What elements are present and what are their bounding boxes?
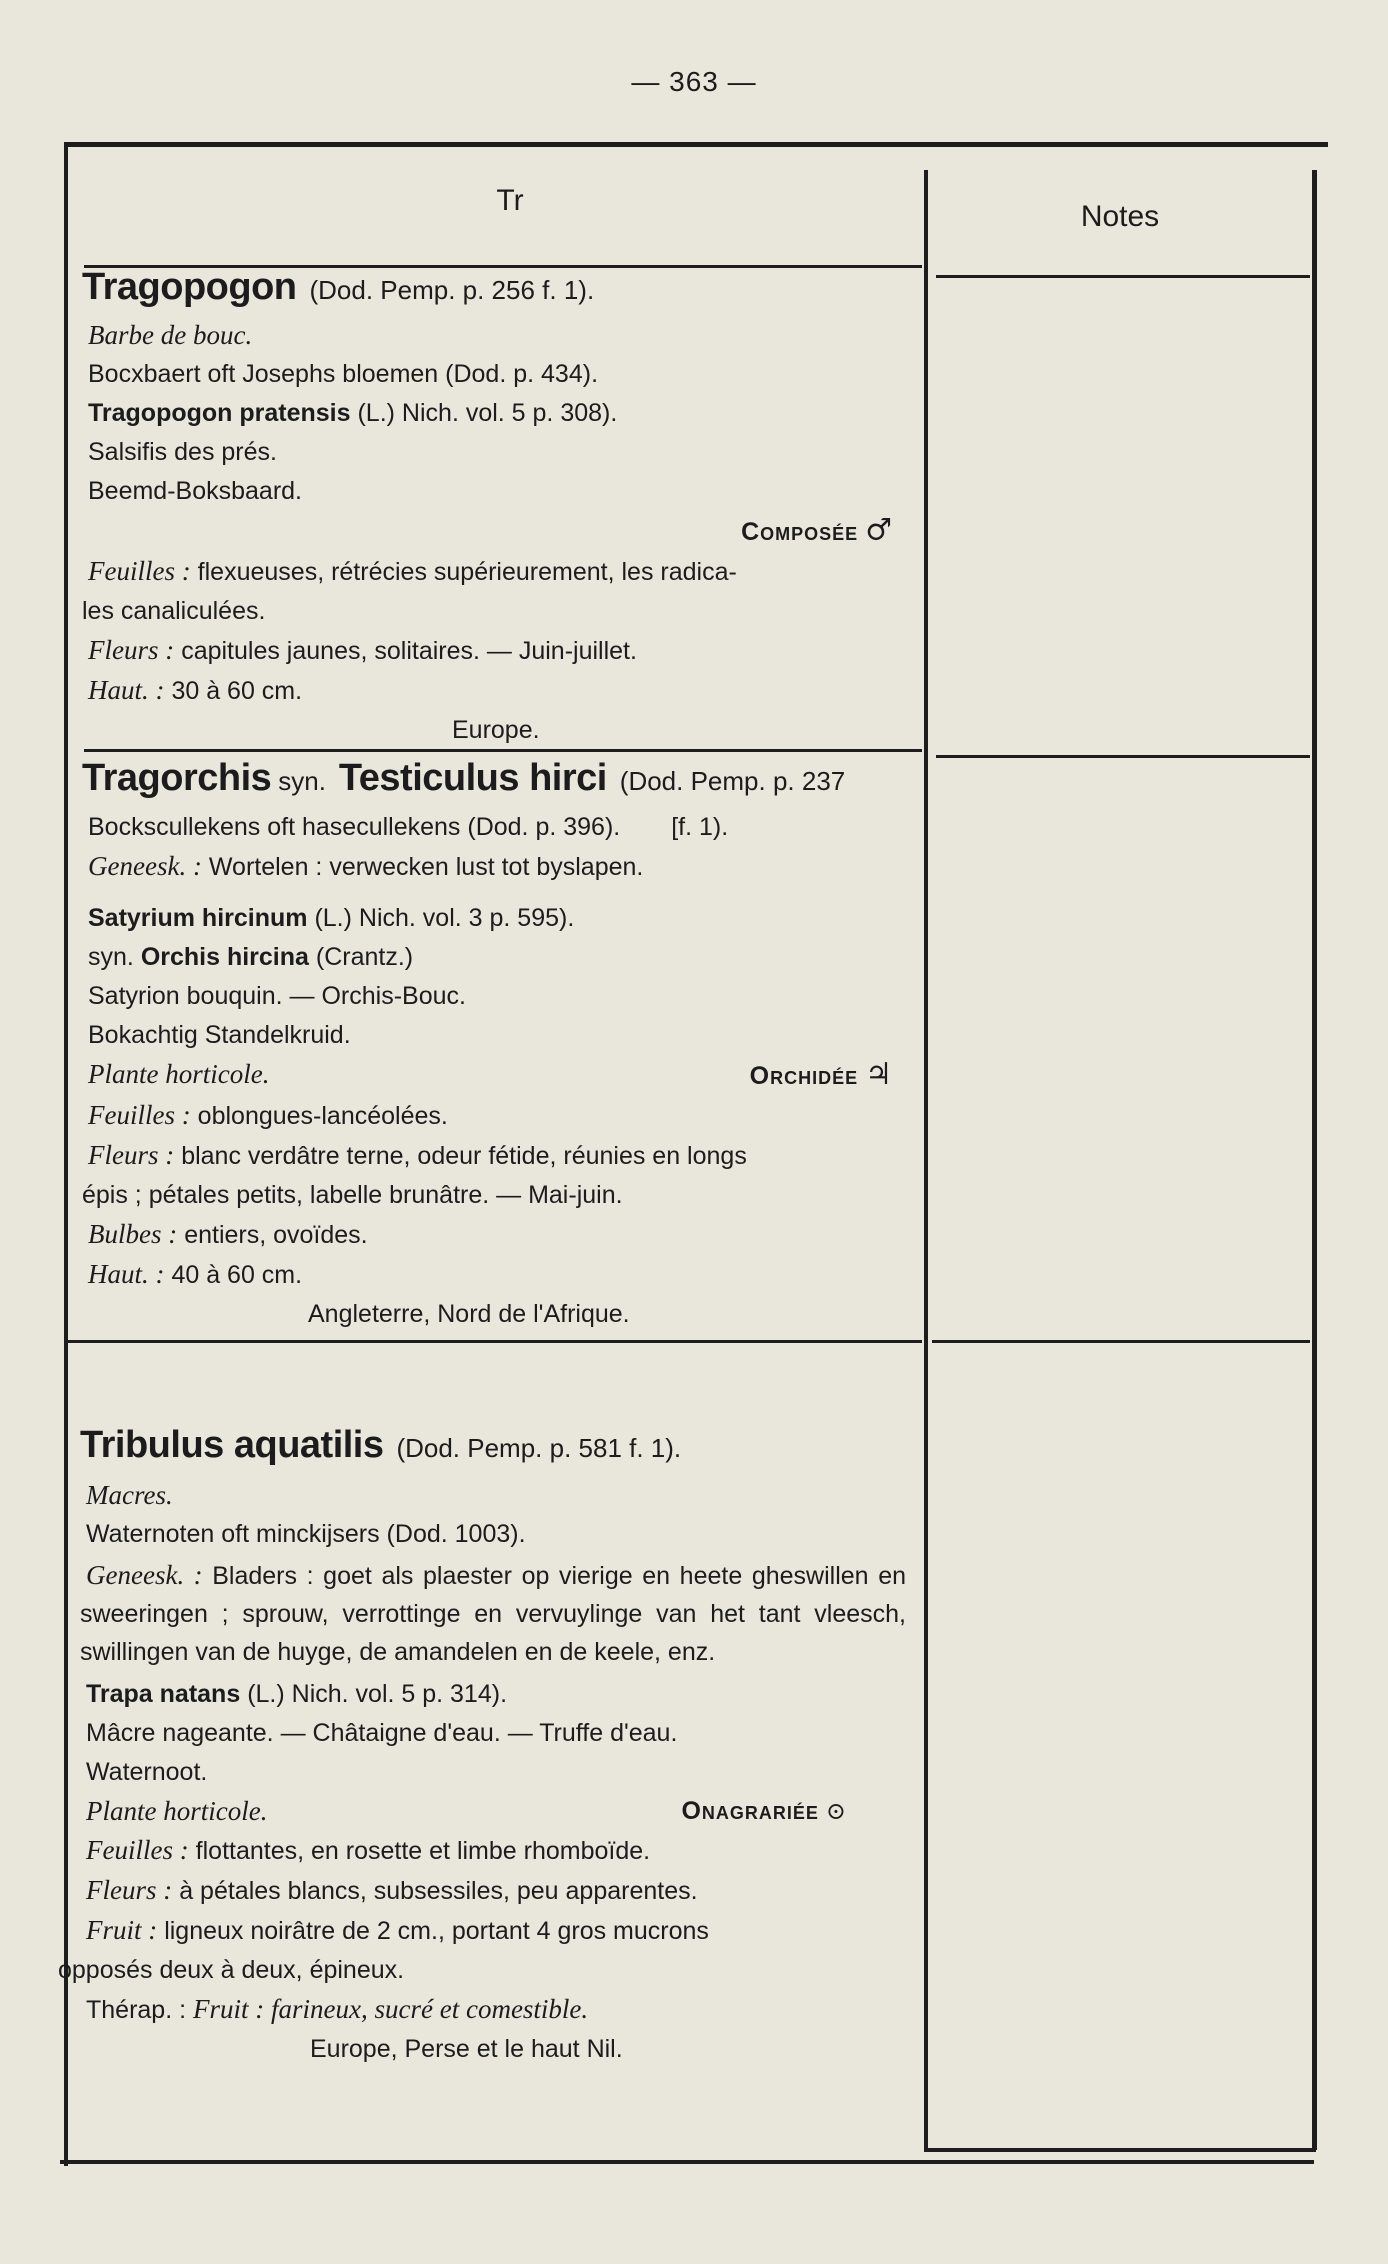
synonym-label: syn.: [278, 766, 326, 796]
scientific-reference: (L.) Nich. vol. 5 p. 308).: [357, 399, 618, 427]
leaves-text: oblongues-lancéolées.: [197, 1102, 448, 1130]
flowers-label: Fleurs :: [88, 635, 175, 665]
flemish-name: Bocxbaert oft Josephs bloemen (Dod. p. 434).: [88, 360, 599, 388]
family-name: Onagrariée: [681, 1797, 819, 1825]
scientific-reference: (L.) Nich. vol. 5 p. 314).: [247, 1680, 508, 1708]
right-border: [1312, 170, 1317, 2150]
leaves-text: flexueuses, rétrécies supérieurement, les radica-: [197, 558, 737, 586]
medicinal-label: Geneesk. :: [88, 851, 202, 881]
medicinal-text: Wortelen : verwecken lust tot byslapen.: [208, 853, 644, 881]
therapeutic-text: Fruit : farineux, sucré et comestible.: [193, 1994, 589, 2024]
height-text: 40 à 60 cm.: [171, 1261, 303, 1289]
dutch-name: Beemd-Boksbaard.: [88, 477, 303, 505]
leaves-label: Feuilles :: [88, 556, 191, 586]
entry-tragorchis: [82, 752, 922, 1334]
french-names: Satyrion bouquin. — Orchis-Bouc.: [88, 982, 466, 1010]
region: Europe, Perse et le haut Nil.: [310, 2035, 623, 2063]
synonym-name: Orchis hircina: [140, 943, 309, 971]
flowers-label: Fleurs :: [88, 1140, 175, 1170]
region: Europe.: [452, 716, 540, 744]
leaves-label: Feuilles :: [88, 1100, 191, 1130]
entry-reference: (Dod. Pemp. p. 581 f. 1).: [396, 1433, 682, 1463]
flowers-text-cont: épis ; pétales petits, labelle brunâtre. — Mai-juin.: [82, 1181, 623, 1209]
flemish-name: Bockscullekens oft hasecullekens (Dod. p. 396).: [88, 813, 621, 841]
bottom-rule: [60, 2160, 1314, 2164]
flowers-text: blanc verdâtre terne, odeur fétide, réunies en longs: [181, 1142, 747, 1170]
french-name: Salsifis des prés.: [88, 438, 277, 466]
synonym-reference: (Crantz.): [315, 943, 414, 971]
entry-rule-right-2: [932, 1340, 1310, 1343]
french-names: Mâcre nageante. — Châtaigne d'eau. — Truffe d'eau.: [86, 1719, 678, 1747]
bottom-rule-right: [924, 2148, 1316, 2152]
male-symbol-icon: ♂: [865, 513, 892, 548]
family-name: Orchidée: [749, 1062, 859, 1090]
height-text: 30 à 60 cm.: [171, 677, 303, 705]
therapeutic-label: Thérap. :: [86, 1996, 187, 2024]
leaves-text: flottantes, en rosette et limbe rhomboïde.: [195, 1837, 651, 1865]
dutch-name: Waternoot.: [86, 1758, 208, 1786]
synonym-label: syn.: [88, 943, 134, 971]
entry-rule-right-1: [936, 755, 1310, 758]
bulbs-text: entiers, ovoïdes.: [184, 1221, 368, 1249]
scientific-name: Tragopogon pratensis: [88, 399, 351, 427]
entry-title: Tragopogon: [82, 266, 297, 308]
region: Angleterre, Nord de l'Afrique.: [308, 1300, 630, 1328]
medicinal-label: Geneesk. :: [86, 1560, 203, 1590]
common-name: Macres.: [86, 1480, 173, 1510]
flowers-text: capitules jaunes, solitaires. — Juin-juillet.: [181, 637, 637, 665]
scientific-name: Satyrium hircinum: [88, 904, 308, 932]
entry-title-synonym: Testiculus hirci: [338, 757, 607, 799]
figure-reference: [f. 1).: [671, 813, 729, 841]
dutch-name: Bokachtig Standelkruid.: [88, 1021, 351, 1049]
scientific-name: Trapa natans: [86, 1680, 241, 1708]
entry-title: Tragorchis: [82, 757, 272, 799]
left-border: [64, 142, 68, 2166]
entry-title: Tribulus aquatilis: [80, 1424, 384, 1466]
leaves-text-cont: les canaliculées.: [82, 597, 266, 625]
top-rule: [66, 142, 1328, 147]
height-label: Haut. :: [88, 1259, 165, 1289]
entry-tribulus-aquatilis: [58, 1418, 907, 2069]
entry-reference: (Dod. Pemp. p. 237: [619, 766, 846, 796]
entry-reference: (Dod. Pemp. p. 256 f. 1).: [309, 275, 595, 305]
common-name: Barbe de bouc.: [88, 320, 253, 350]
annual-symbol-icon: ⊙: [825, 1797, 846, 1825]
perennial-symbol-icon: ♃: [865, 1057, 892, 1092]
header-rule-right: [936, 275, 1310, 278]
column-header-notes: Notes: [1080, 200, 1160, 233]
horticultural-note: Plante horticole.: [86, 1796, 268, 1826]
family-name: Composée: [741, 518, 859, 546]
fruit-text: ligneux noirâtre de 2 cm., portant 4 gros mucrons: [164, 1917, 709, 1945]
flowers-text: à pétales blancs, subsessiles, peu apparentes.: [179, 1877, 698, 1905]
height-label: Haut. :: [88, 675, 165, 705]
entry-rule-left-2: [68, 1340, 922, 1343]
entry-tragopogon: [82, 262, 922, 750]
scientific-reference: (L.) Nich. vol. 3 p. 595).: [314, 904, 575, 932]
horticultural-note: Plante horticole.: [88, 1059, 270, 1089]
flowers-label: Fleurs :: [86, 1875, 173, 1905]
flemish-name: Waternoten oft minckijsers (Dod. 1003).: [86, 1520, 526, 1548]
medicinal-text: Bladers : goet als plaester op vierige en heete gheswillen en sweeringen ; sprouw, verrottinge en vervuylinge van het tant vleesch, swillingen van de huyge, de amandelen en de keele, enz.: [80, 1562, 907, 1666]
bulbs-label: Bulbes :: [88, 1219, 178, 1249]
fruit-label: Fruit :: [86, 1915, 158, 1945]
column-divider: [924, 170, 928, 2148]
column-header-tr: Tr: [496, 184, 524, 217]
page-number: — 363 —: [631, 66, 757, 97]
leaves-label: Feuilles :: [86, 1835, 189, 1865]
fruit-text-cont: opposés deux à deux, épineux.: [58, 1956, 405, 1984]
